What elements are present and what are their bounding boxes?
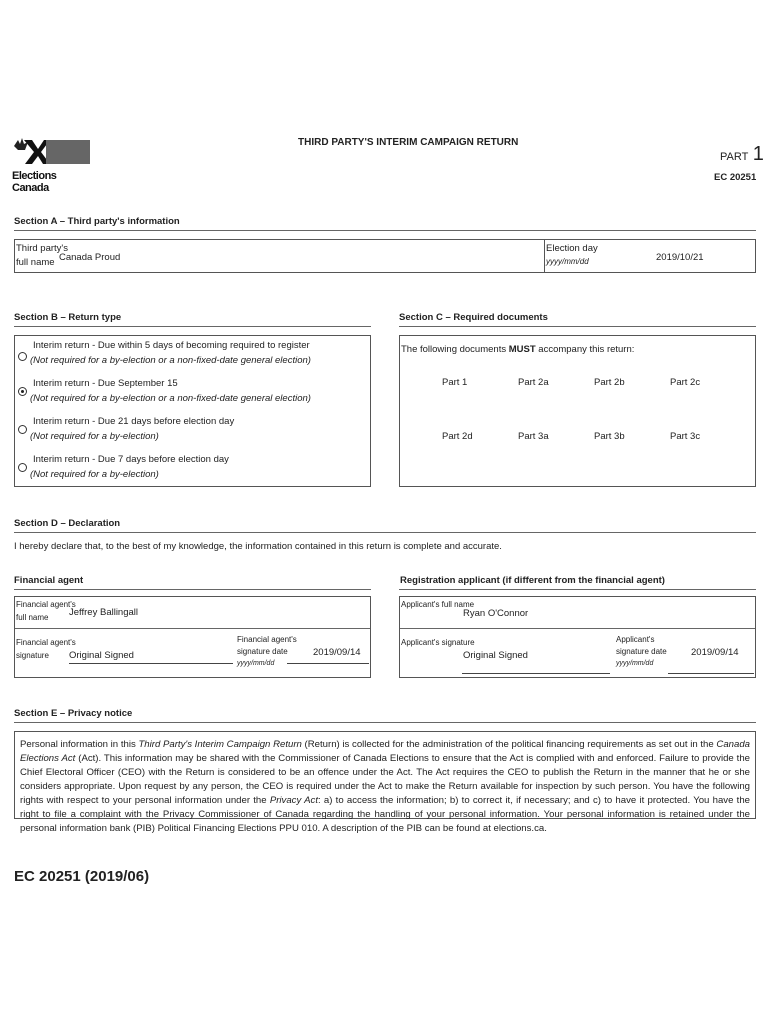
required-documents-intro: The following documents MUST accompany this return: bbox=[401, 344, 635, 355]
section-c-rule bbox=[399, 326, 756, 327]
agent-date-field[interactable]: 2019/09/14 bbox=[313, 647, 361, 658]
logo-wordmark: Elections Canada bbox=[12, 170, 57, 194]
election-day-label: Election day bbox=[546, 243, 598, 254]
agent-name-field[interactable]: Jeffrey Ballingall bbox=[69, 607, 139, 618]
part-number: 1 bbox=[752, 143, 764, 165]
financial-agent-heading: Financial agent bbox=[14, 575, 84, 586]
part-indicator bbox=[720, 143, 764, 166]
section-c-heading: Section C – Required documents bbox=[399, 312, 548, 323]
privacy-notice-box bbox=[14, 731, 756, 834]
agent-signature-label: Financial agent's signature bbox=[16, 638, 76, 660]
section-a-box bbox=[14, 239, 756, 273]
document-part-3c: Part 3c bbox=[670, 431, 701, 442]
applicant-date-label: Applicant's signature date yyyy/mm/dd bbox=[616, 635, 667, 667]
document-part-3a: Part 3a bbox=[518, 431, 549, 442]
document-part-1: Part 1 bbox=[442, 377, 468, 388]
return-type-radio-3[interactable] bbox=[18, 425, 27, 434]
option-note: (Not required for a by-election) bbox=[30, 431, 159, 442]
return-type-radio-1[interactable] bbox=[18, 352, 27, 361]
applicant-signature-label: Applicant's signature bbox=[401, 638, 475, 647]
document-part-2a: Part 2a bbox=[518, 377, 549, 388]
election-day-format: yyyy/mm/dd bbox=[546, 257, 589, 266]
agent-signature-field[interactable]: Original Signed bbox=[69, 650, 134, 661]
applicant-box bbox=[399, 596, 756, 678]
section-b-heading: Section B – Return type bbox=[14, 312, 122, 323]
applicant-date-field[interactable]: 2019/09/14 bbox=[691, 647, 739, 658]
document-part-3b: Part 3b bbox=[594, 431, 625, 442]
declaration-statement: I hereby declare that, to the best of my knowledge, the information contained in this return is complete and accurate. bbox=[14, 541, 502, 552]
document-part-2c: Part 2c bbox=[670, 377, 701, 388]
section-e-rule bbox=[14, 722, 756, 723]
elections-canada-logo bbox=[12, 136, 92, 194]
applicant-heading: Registration applicant (if different from the financial agent) bbox=[400, 575, 665, 586]
return-type-option-3[interactable] bbox=[15, 416, 370, 444]
logo-mark-icon bbox=[12, 136, 92, 164]
part-label: PART bbox=[720, 151, 749, 163]
financial-agent-box bbox=[14, 596, 371, 678]
section-d-heading: Section D – Declaration bbox=[14, 518, 121, 529]
option-label: Interim return - Due September 15 bbox=[33, 378, 178, 389]
option-label: Interim return - Due within 5 days of becoming required to register bbox=[33, 340, 310, 351]
third-party-name-field[interactable]: Canada Proud bbox=[59, 252, 121, 263]
agent-date-label: Financial agent's signature date yyyy/mm/dd bbox=[237, 635, 297, 667]
option-note: (Not required for a by-election) bbox=[30, 469, 159, 480]
return-type-option-4[interactable] bbox=[15, 454, 370, 482]
section-a-rule bbox=[14, 230, 756, 231]
section-a-heading: Section A – Third party's information bbox=[14, 216, 180, 227]
return-type-radio-2[interactable] bbox=[18, 387, 27, 396]
option-label: Interim return - Due 7 days before election day bbox=[33, 454, 229, 465]
agent-name-label: Financial agent's full name bbox=[16, 600, 76, 622]
third-party-name-label: Third party's full name bbox=[16, 243, 68, 268]
section-b-box bbox=[14, 335, 371, 487]
form-code: EC 20251 bbox=[714, 172, 757, 183]
section-d-rule bbox=[14, 532, 756, 533]
form-title: THIRD PARTY'S INTERIM CAMPAIGN RETURN bbox=[298, 137, 519, 148]
return-type-option-2[interactable] bbox=[15, 378, 370, 406]
section-e-heading: Section E – Privacy notice bbox=[14, 708, 133, 719]
option-note: (Not required for a by-election or a non-fixed-date general election) bbox=[30, 393, 311, 404]
document-part-2b: Part 2b bbox=[594, 377, 625, 388]
return-type-radio-4[interactable] bbox=[18, 463, 27, 472]
document-part-2d: Part 2d bbox=[442, 431, 473, 442]
footer-form-code: EC 20251 (2019/06) bbox=[14, 868, 150, 885]
option-note: (Not required for a by-election or a non-fixed-date general election) bbox=[30, 355, 311, 366]
section-b-rule bbox=[14, 326, 371, 327]
applicant-name-label: Applicant's full name bbox=[401, 600, 475, 609]
privacy-notice-text: Personal information in this Third Party's Interim Campaign Return (Return) is collected for the administration of the political financing requirements as set out in the Canada Elections Act (Act). This information may be shared with the Commissioner of Canada Elections to ensure that the Act is complied with and enforced. Failure to provide the Chief Electoral Officer (CEO) with the Return is considered to be an offence under the Act. The Act requires the CEO to publish the Return in the manner that he or she considers appropriate. Upon request by any person, the CEO is required under the Act to make the Return available for inspection by such person. You have the following rights with respect to your personal information under the Privacy Act: a) to access the information; b) to correct it, if necessary; and c) to have it protected. You have the right to file a complaint with the Privacy Commissioner of Canada regarding the handling of your personal information. Your personal information is retained under the personal information bank (PIB) Political Financing Elections PPU 010. A description of the PIB can be found at elections.ca. bbox=[20, 739, 751, 834]
applicant-signature-field[interactable]: Original Signed bbox=[463, 650, 528, 661]
return-type-option-1[interactable] bbox=[15, 340, 370, 368]
applicant-name-field[interactable]: Ryan O'Connor bbox=[463, 608, 529, 619]
election-day-field[interactable]: 2019/10/21 bbox=[656, 252, 704, 263]
option-label: Interim return - Due 21 days before election day bbox=[33, 416, 235, 427]
section-c-box bbox=[399, 335, 756, 487]
